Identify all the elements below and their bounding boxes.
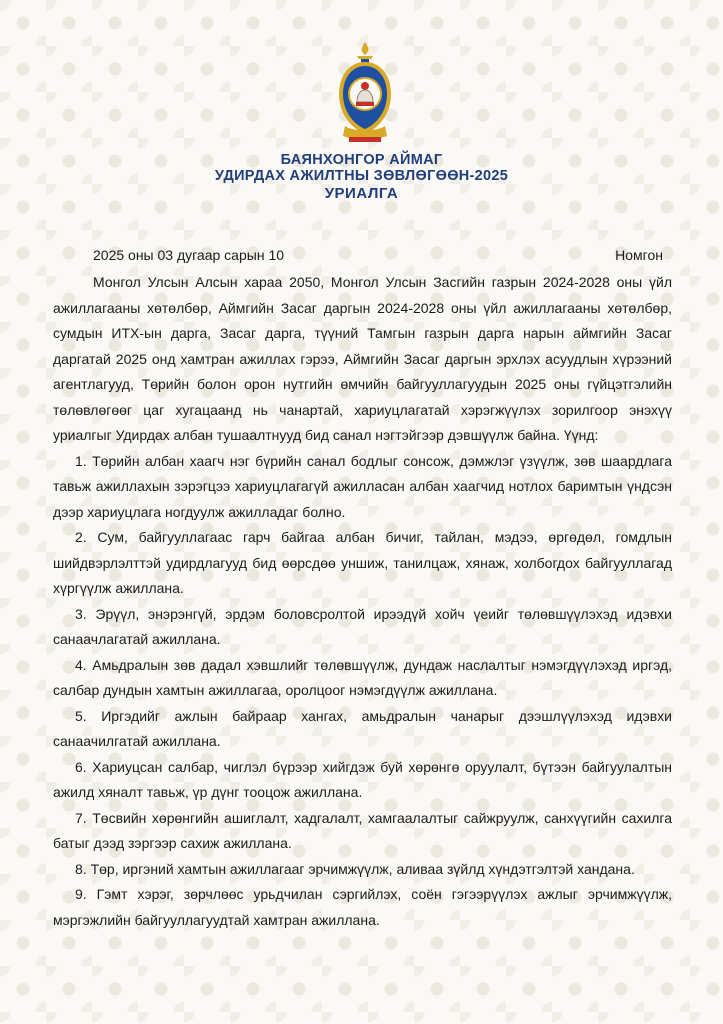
list-item: 1. Төрийн албан хаагч нэг бүрийн санал бодлыг сонсож, дэмжлэг үзүүлж, зөв шаардлага тавьж ажиллахын зэрэгцээ хариуцлагагүй ажилласан албан хаагчид нотлох баримтын үндсэн дээр хариуцлага ногдуулж ажилладаг болно.	[53, 452, 672, 520]
list-item: 8. Төр, иргэний хамтын ажиллагааг эрчимжүүлж, аливаа зүйлд хүндэтгэлтэй хандана.	[75, 860, 635, 877]
list-item: 4. Амьдралын зөв дадал хэвшлийг төлөвшүүлж, дундаж наслалтыг нэмэгдүүлэхэд иргэд, салбар дундын хамтын ажиллагаа, оролцоог нэмэгдүүлж ажиллана.	[53, 656, 672, 698]
list-item: 6. Хариуцсан салбар, чиглэл бүрээр хийгдэж буй хөрөнгө оруулалт, бүтээн байгуулалтын ажилд хяналт тавьж, үр дүнг тооцож ажиллана.	[53, 758, 672, 800]
list-item: 7. Төсвийн хөрөнгийн ашиглалт, хадгалалт, хамгаалалтыг сайжруулж, санхүүгийн сахилга батыг дээд зэргээр сахиж ажиллана.	[53, 809, 672, 851]
list-item: 3. Эрүүл, энэрэнгүй, эрдэм боловсролтой ирээдүй хойч үеийг төлөвшүүлэхэд идэвхи санаачлагатай ажиллана.	[53, 605, 672, 647]
baynkhongor-aimag-emblem-icon	[335, 40, 395, 144]
appeal-list	[53, 449, 672, 934]
list-item: 5. Иргэдийг ажлын байраар хангах, амьдралын чанарыг дээшлүүлэхэд идэвхи санаачилгатай ажиллана.	[53, 707, 672, 749]
document-title: УРИАЛГА	[324, 185, 399, 202]
intro-paragraph: Монгол Улсын Алсын хараа 2050, Монгол Улсын Засгийн газрын 2024-2028 оны үйл ажиллагааны хөтөлбөр, Аймгийн Засаг даргын 2024-2028 оны үйл ажиллагааны хөтөлбөр, сумдын ИТХ-ын дарга, Засаг дарга, түүний Тамгын газрын дарга нарын аймгийн Засаг даргатай 2025 онд хамтран ажиллах гэрээ, Аймгийн Засаг даргын эрхлэх асуудлын хүрээний агентлагууд, Төрийн болон орон нутгийн өмчийн байгууллагуудын 2025 оны гүйцэтгэлийн төлөвлөгөөг цаг хугацаанд нь чанартай, хариуцлагатай хэрэгжүүлэх зорилгоор энэхүү уриалгыг Удирдах албан тушаалтнууд бид санал нэгтэйгээр дэвшүүлж байна. Үүнд:	[53, 274, 672, 443]
header-aimag-name: БАЯНХОНГОР АЙМАГ	[280, 152, 443, 168]
document-place: Номгон	[615, 247, 663, 263]
document-date: 2025 оны 03 дугаар сарын 10	[93, 247, 285, 263]
list-item: 2. Сум, байгууллагаас гарч байгаа албан бичиг, тайлан, мэдээ, өргөдөл, гомдлын шийдвэрлэлттэй удирдлагууд бид өөрсдөө уншиж, танилцаж, хянаж, холбогдох байгууллагад хүргүүлж ажиллана.	[53, 529, 672, 596]
header-event-name: УДИРДАХ АЖИЛТНЫ ЗӨВЛӨГӨӨН-2025	[214, 168, 509, 184]
document-body	[53, 270, 672, 933]
list-item: 9. Гэмт хэрэг, зөрчлөөс урьдчилан сэргийлэх, соён гэгээрүүлэх ажлыг эрчимжүүлж, мэргэжлийн байгууллагуудтай хамтран ажиллана.	[53, 886, 672, 928]
